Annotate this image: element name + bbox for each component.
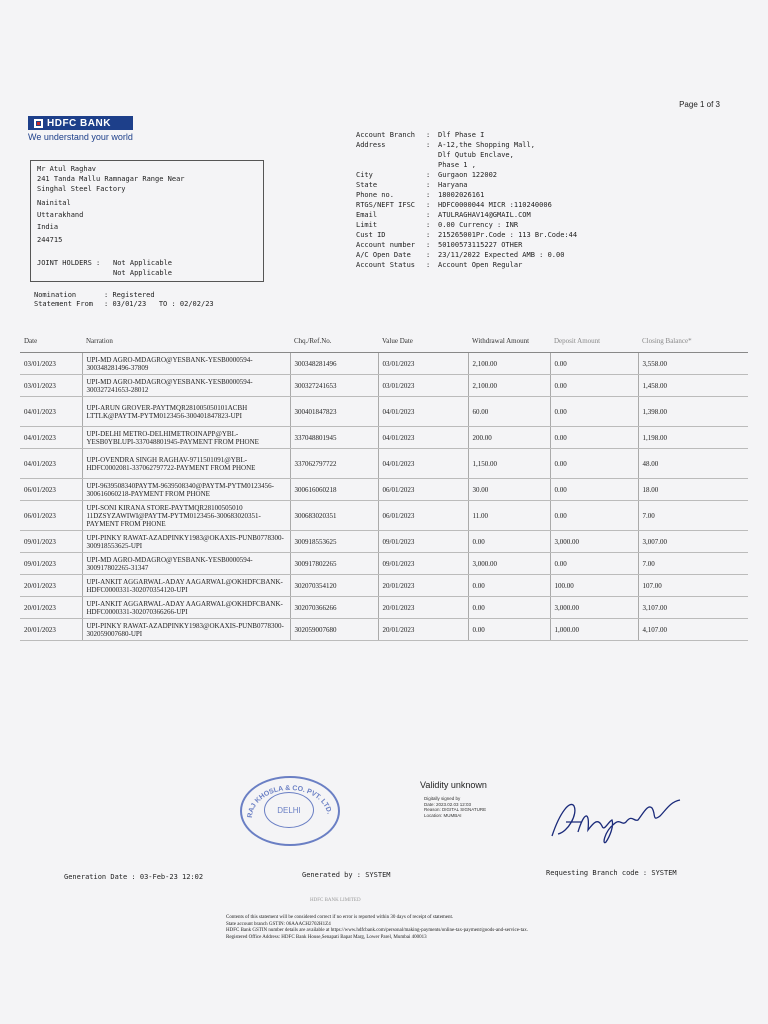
account-detail-row <box>356 150 577 160</box>
cell-closing-balance: 107.00 <box>638 575 748 597</box>
cell-value-date: 20/01/2023 <box>378 619 468 641</box>
col-header-narration: Narration <box>82 330 290 353</box>
account-detail-colon: : <box>426 181 431 189</box>
cell-value-date: 20/01/2023 <box>378 575 468 597</box>
table-row <box>20 375 748 397</box>
account-detail-value: Account Open Regular <box>438 261 523 269</box>
cell-date: 06/01/2023 <box>20 479 82 501</box>
validity-title: Validity unknown <box>420 780 487 790</box>
cell-withdrawal: 1,150.00 <box>468 449 550 479</box>
col-header-value-date: Value Date <box>378 330 468 353</box>
customer-city: Nainital <box>37 199 71 207</box>
statement-to-label: TO <box>158 300 168 308</box>
cell-narration: UPI-PINKY RAWAT-AZADPINKY1983@OKAXIS-PUNB0778300-300918553625-UPI <box>82 531 290 553</box>
account-detail-key <box>356 150 426 160</box>
table-row <box>20 449 748 479</box>
cell-narration: UPI-SONI KIRANA STORE-PAYTMQR28100505010 11DZSYZAWIWI@PAYTM-PYTM0123456-300683020351-PAYMENT FROM PHONE <box>82 501 290 531</box>
bank-logo <box>28 116 133 142</box>
account-detail-row <box>356 220 577 230</box>
account-detail-key: Phone no. <box>356 191 394 199</box>
cell-value-date: 03/01/2023 <box>378 375 468 397</box>
cell-date: 04/01/2023 <box>20 427 82 449</box>
nomination-value: Registered <box>112 291 155 299</box>
account-detail-colon: : <box>426 221 431 229</box>
cell-closing-balance: 3,558.00 <box>638 353 748 375</box>
account-detail-colon: : <box>426 131 431 139</box>
cell-ref: 300348281496 <box>290 353 378 375</box>
account-detail-colon <box>426 150 438 160</box>
cell-deposit: 3,000.00 <box>550 531 638 553</box>
hdfc-logo-icon <box>34 119 43 128</box>
cell-ref: 337062797722 <box>290 449 378 479</box>
table-row <box>20 427 748 449</box>
cell-date: 20/01/2023 <box>20 619 82 641</box>
statement-from-date: 03/01/23 <box>112 300 147 308</box>
cell-deposit: 0.00 <box>550 375 638 397</box>
col-header-ref: Chq./Ref.No. <box>290 330 378 353</box>
account-detail-row <box>356 140 577 150</box>
table-row <box>20 619 748 641</box>
table-row <box>20 501 748 531</box>
cell-value-date: 09/01/2023 <box>378 553 468 575</box>
cell-closing-balance: 1,398.00 <box>638 397 748 427</box>
digital-signature-validity <box>420 780 487 818</box>
cell-closing-balance: 7.00 <box>638 501 748 531</box>
account-detail-value: Haryana <box>438 181 468 189</box>
account-detail-key: Cust ID <box>356 231 386 239</box>
footer-line: HDFC Bank GSTIN number details are available at https://www.hdfcbank.com/personal/making-payments/online-tax-payment/goods-and-service-tax. <box>226 928 528 933</box>
account-detail-row <box>356 170 577 180</box>
cell-value-date: 04/01/2023 <box>378 397 468 427</box>
cell-deposit: 100.00 <box>550 575 638 597</box>
account-detail-value: 50100573115227 OTHER <box>438 241 523 249</box>
account-detail-row <box>356 210 577 220</box>
stamp-ring-label: RAJ KHOSLA & CO. PVT. LTD. <box>246 784 333 819</box>
account-detail-row <box>356 250 577 260</box>
account-detail-row <box>356 160 577 170</box>
account-detail-colon: : <box>426 251 431 259</box>
customer-name: Mr Atul Raghav <box>37 165 97 173</box>
account-detail-row <box>356 130 577 140</box>
cell-value-date: 04/01/2023 <box>378 427 468 449</box>
cell-date: 04/01/2023 <box>20 397 82 427</box>
cell-withdrawal: 30.00 <box>468 479 550 501</box>
table-row <box>20 553 748 575</box>
statement-from-label: Statement From <box>34 300 94 308</box>
account-detail-key: Account Branch <box>356 131 416 139</box>
table-row <box>20 531 748 553</box>
cell-ref: 300401847823 <box>290 397 378 427</box>
account-detail-row <box>356 230 577 240</box>
page-number: Page 1 of 3 <box>679 100 720 109</box>
cell-narration: UPI-ANKIT AGGARWAL-ADAY AAGARWAL@OKHDFCBANK-HDFC0000331-302070366266-UPI <box>82 597 290 619</box>
validity-detail-line: Date: 2023.02.03 12:03 <box>424 801 472 807</box>
cell-date: 09/01/2023 <box>20 531 82 553</box>
account-detail-key: State <box>356 181 378 189</box>
account-detail-colon: : <box>426 191 431 199</box>
cell-narration: UPI-MD AGRO-MDAGRO@YESBANK-YESB0000594-300348281496-37809 <box>82 353 290 375</box>
account-detail-key <box>356 160 426 170</box>
customer-pincode: 244715 <box>37 236 63 244</box>
account-detail-colon: : <box>426 241 431 249</box>
cell-deposit: 0.00 <box>550 553 638 575</box>
account-detail-colon: : <box>426 231 431 239</box>
table-row <box>20 353 748 375</box>
generation-date: Generation Date : 03-Feb-23 12:02 <box>64 873 204 881</box>
account-detail-key: City <box>356 171 373 179</box>
customer-address-line: 241 Tanda Mallu Ramnagar Range Near <box>37 175 185 183</box>
footer-line: State account branch GSTIN: 06AAACH2702H1Z4 <box>226 921 331 927</box>
cell-date: 03/01/2023 <box>20 353 82 375</box>
cell-closing-balance: 4,107.00 <box>638 619 748 641</box>
requesting-branch: Requesting Branch code : SYSTEM <box>546 869 677 877</box>
cell-withdrawal: 0.00 <box>468 531 550 553</box>
account-detail-value: HDFC0000044 MICR :110240006 <box>438 201 552 209</box>
cell-ref: 302070354120 <box>290 575 378 597</box>
account-detail-value: Dlf Phase I <box>438 131 485 139</box>
footer-bank-title: HDFC BANK LIMITED <box>310 898 361 903</box>
cell-ref: 337048801945 <box>290 427 378 449</box>
cell-deposit: 0.00 <box>550 353 638 375</box>
account-detail-key: Account Status <box>356 261 416 269</box>
account-detail-colon <box>426 160 438 170</box>
cell-withdrawal: 11.00 <box>468 501 550 531</box>
cell-narration: UPI-MD AGRO-MDAGRO@YESBANK-YESB0000594-300917802265-31347 <box>82 553 290 575</box>
table-row <box>20 397 748 427</box>
cell-value-date: 06/01/2023 <box>378 501 468 531</box>
customer-state: Uttarakhand <box>37 211 84 219</box>
cell-withdrawal: 2,100.00 <box>468 375 550 397</box>
cell-deposit: 1,000.00 <box>550 619 638 641</box>
customer-address-box <box>30 160 264 282</box>
company-stamp <box>240 776 340 846</box>
col-header-closing-balance: Closing Balance* <box>638 330 748 353</box>
account-detail-value: A-12,the Shopping Mall, <box>438 141 535 149</box>
cell-deposit: 0.00 <box>550 427 638 449</box>
validity-detail-line: Location: MUMBAI <box>424 812 462 818</box>
table-row <box>20 575 748 597</box>
cell-narration: UPI-9639508340PAYTM-9639508340@PAYTM-PYTM0123456-300616060218-PAYMENT FROM PHONE <box>82 479 290 501</box>
cell-ref: 300327241653 <box>290 375 378 397</box>
cell-closing-balance: 48.00 <box>638 449 748 479</box>
account-detail-row <box>356 240 577 250</box>
cell-closing-balance: 18.00 <box>638 479 748 501</box>
generated-by: Generated by : SYSTEM <box>302 871 391 879</box>
cell-value-date: 20/01/2023 <box>378 597 468 619</box>
cell-date: 09/01/2023 <box>20 553 82 575</box>
col-header-withdrawal: Withdrawal Amount <box>468 330 550 353</box>
col-header-date: Date <box>20 330 82 353</box>
account-detail-value: Dlf Qutub Enclave, <box>438 151 514 159</box>
transactions-body <box>20 353 748 641</box>
nomination-label: Nomination <box>34 291 77 299</box>
account-detail-key: Limit <box>356 221 378 229</box>
cell-ref: 300918553625 <box>290 531 378 553</box>
cell-closing-balance: 3,107.00 <box>638 597 748 619</box>
cell-date: 04/01/2023 <box>20 449 82 479</box>
cell-narration: UPI-MD AGRO-MDAGRO@YESBANK-YESB0000594-300327241653-28012 <box>82 375 290 397</box>
col-header-deposit: Deposit Amount <box>550 330 638 353</box>
handwritten-signature <box>548 792 688 853</box>
account-detail-key: Email <box>356 211 378 219</box>
cell-withdrawal: 200.00 <box>468 427 550 449</box>
cell-deposit: 0.00 <box>550 449 638 479</box>
cell-narration: UPI-OVENDRA SINGH RAGHAV-9711501091@YBL-HDFC0002081-337062797722-PAYMENT FROM PHONE <box>82 449 290 479</box>
cell-withdrawal: 0.00 <box>468 575 550 597</box>
cell-ref: 302070366266 <box>290 597 378 619</box>
bank-tagline: We understand your world <box>28 132 133 142</box>
account-detail-row <box>356 190 577 200</box>
footer-disclaimer <box>226 915 528 941</box>
cell-narration: UPI-ANKIT AGGARWAL-ADAY AAGARWAL@OKHDFCBANK-HDFC0000331-302070354120-UPI <box>82 575 290 597</box>
cell-closing-balance: 7.00 <box>638 553 748 575</box>
cell-withdrawal: 3,000.00 <box>468 553 550 575</box>
table-row <box>20 479 748 501</box>
account-detail-value: Phase 1 , <box>438 161 476 169</box>
account-detail-colon: : <box>426 171 431 179</box>
account-detail-value: 23/11/2022 Expected AMB : 0.00 <box>438 251 565 259</box>
account-detail-key: Address <box>356 141 386 149</box>
cell-date: 20/01/2023 <box>20 575 82 597</box>
cell-date: 20/01/2023 <box>20 597 82 619</box>
account-detail-value: Gurgaon 122002 <box>438 171 498 179</box>
footer-line: Registered Office Address: HDFC Bank House,Senapati Bapat Marg, Lower Parel, Mumbai 400013 <box>226 934 427 940</box>
cell-ref: 300616060218 <box>290 479 378 501</box>
account-detail-colon: : <box>426 211 431 219</box>
cell-withdrawal: 0.00 <box>468 597 550 619</box>
account-detail-key: RTGS/NEFT IFSC <box>356 201 416 209</box>
footer-line: Contents of this statement will be considered correct if no error is reported within 30 days of receipt of statement. <box>226 915 454 920</box>
cell-value-date: 09/01/2023 <box>378 531 468 553</box>
cell-closing-balance: 3,007.00 <box>638 531 748 553</box>
account-detail-row <box>356 260 577 270</box>
validity-details <box>424 796 487 818</box>
customer-country: India <box>37 223 59 231</box>
cell-withdrawal: 2,100.00 <box>468 353 550 375</box>
joint-holder-value: Not Applicable <box>113 259 173 267</box>
cell-ref: 300917802265 <box>290 553 378 575</box>
account-detail-row <box>356 180 577 190</box>
table-header-row <box>20 330 748 353</box>
stamp-center: DELHI <box>264 792 314 828</box>
account-detail-row <box>356 200 577 210</box>
cell-closing-balance: 1,458.00 <box>638 375 748 397</box>
cell-withdrawal: 0.00 <box>468 619 550 641</box>
account-detail-key: A/C Open Date <box>356 251 411 259</box>
account-detail-colon: : <box>426 201 431 209</box>
cell-closing-balance: 1,198.00 <box>638 427 748 449</box>
account-detail-value: 0.00 Currency : INR <box>438 221 519 229</box>
cell-date: 03/01/2023 <box>20 375 82 397</box>
cell-date: 06/01/2023 <box>20 501 82 531</box>
cell-value-date: 04/01/2023 <box>378 449 468 479</box>
cell-deposit: 0.00 <box>550 479 638 501</box>
joint-holders-label: JOINT HOLDERS : <box>37 259 101 267</box>
cell-ref: 300683020351 <box>290 501 378 531</box>
cell-value-date: 06/01/2023 <box>378 479 468 501</box>
customer-address-line: Singhal Steel Factory <box>37 185 126 193</box>
cell-narration: UPI-DELHI METRO-DELHIMETROINAPP@YBL-YESB0YBLUPI-337048801945-PAYMENT FROM PHONE <box>82 427 290 449</box>
bank-name: HDFC BANK <box>47 117 111 129</box>
account-detail-colon: : <box>426 261 431 269</box>
cell-deposit: 0.00 <box>550 501 638 531</box>
cell-deposit: 3,000.00 <box>550 597 638 619</box>
cell-withdrawal: 60.00 <box>468 397 550 427</box>
cell-deposit: 0.00 <box>550 397 638 427</box>
nomination-block: Nomination : Registered Statement From : 03/01/23 TO : 02/02/23 <box>34 291 214 308</box>
joint-holder-value: Not Applicable <box>113 269 173 277</box>
table-row <box>20 597 748 619</box>
transactions-table <box>20 330 748 641</box>
account-detail-value: 18002026161 <box>438 191 485 199</box>
cell-narration: UPI-PINKY RAWAT-AZADPINKY1983@OKAXIS-PUNB0778300-302059007680-UPI <box>82 619 290 641</box>
account-detail-colon: : <box>426 141 431 149</box>
statement-to-date: 02/02/23 <box>179 300 214 308</box>
cell-ref: 302059007680 <box>290 619 378 641</box>
validity-detail-line: Reason: DIGITAL SIGNATURE <box>424 807 487 812</box>
account-detail-value: ATULRAGHAV14@GMAIL.COM <box>438 211 531 219</box>
account-detail-key: Account number <box>356 241 416 249</box>
account-detail-value: 215265001Pr.Code : 113 Br.Code:44 <box>438 231 578 239</box>
cell-value-date: 03/01/2023 <box>378 353 468 375</box>
cell-narration: UPI-ARUN GROVER-PAYTMQR281005050101ACBH LTTLK@PAYTM-PYTM0123456-300401847823-UPI <box>82 397 290 427</box>
validity-detail-line: Digitally signed by <box>424 796 461 801</box>
account-details <box>356 130 577 270</box>
